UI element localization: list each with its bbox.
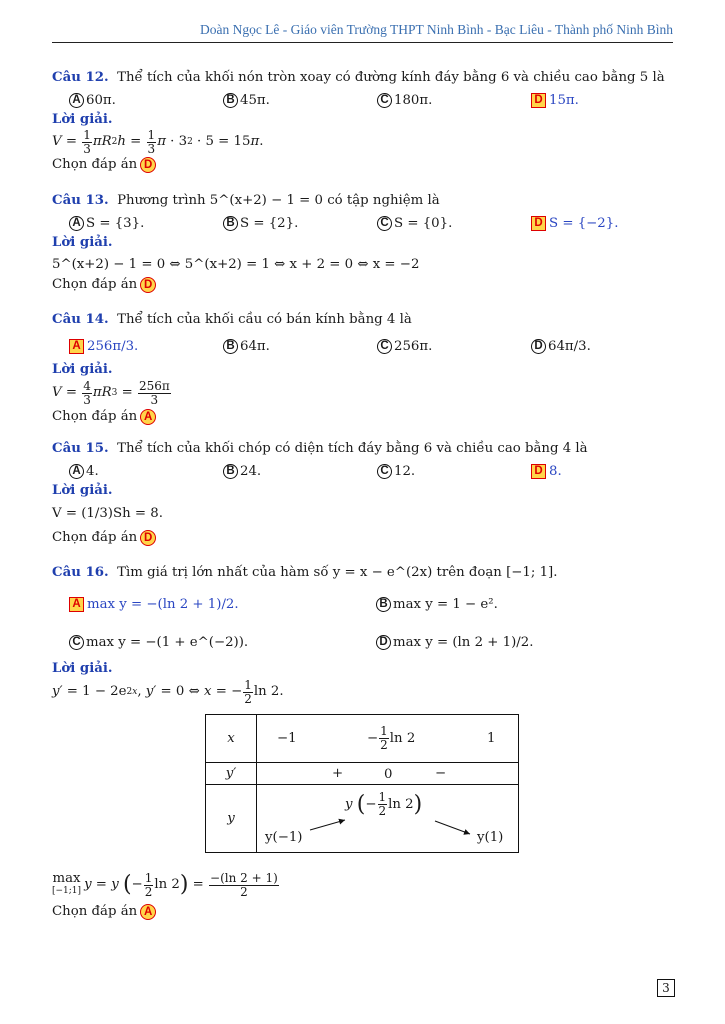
sign-zero: 0 [384, 767, 393, 782]
y-right: y(1) [477, 830, 504, 845]
option-text: 180π. [394, 92, 433, 108]
x-right: 1 [487, 731, 496, 746]
option-a[interactable] [69, 460, 99, 482]
answer-line [52, 407, 677, 427]
variation-arrows [257, 785, 518, 853]
y-row [257, 785, 519, 853]
option-b[interactable] [223, 460, 261, 482]
answer-badge: D [140, 277, 156, 293]
y-label: y [206, 785, 257, 853]
answer-badge: D [140, 157, 156, 173]
choose-label: Chọn đáp án [52, 277, 138, 292]
option-c[interactable] [377, 89, 432, 111]
choose-label: Chọn đáp án [52, 904, 138, 919]
option-letter-d: D [376, 635, 391, 650]
option-letter-d: D [531, 339, 546, 354]
option-d[interactable] [531, 331, 591, 361]
option-b[interactable] [376, 586, 498, 622]
option-letter-a: A [69, 464, 84, 479]
option-letter-c: C [377, 216, 392, 231]
option-d-correct[interactable] [531, 460, 562, 482]
yp-row [257, 763, 519, 785]
option-text: max y = −(1 + e^(−2)). [86, 634, 249, 650]
choose-label: Chọn đáp án [52, 409, 138, 424]
y-max-value: y ( − $\frac{1}{2}$ ln 2 ) [345, 790, 423, 818]
question-text: Thể tích của khối chóp có diện tích đáy bằng 6 và chiều cao bằng 4 là [117, 441, 588, 456]
answer-line [52, 275, 677, 295]
x-left: −1 [277, 731, 297, 746]
question-text: Thể tích của khối cầu có bán kính bằng 4 là [117, 312, 412, 327]
question-14 [52, 311, 677, 427]
question-text: Thể tích của khối nón tròn xoay có đường kính đáy bằng 6 và chiều cao bằng 5 là [117, 70, 665, 85]
question-16-conclusion [52, 868, 677, 922]
answer-badge: A [140, 904, 156, 920]
correct-box: D [531, 93, 546, 108]
yp-label: y′ [206, 763, 257, 785]
option-letter-c: C [377, 93, 392, 108]
option-text: S = {−2}. [549, 215, 619, 231]
max-result: max [−1;1] y = y ( − $\frac{1}{2}$ ln 2 ) = $\frac{-(\ln 2 + 1)}{2}$ [52, 870, 278, 899]
correct-box: A [69, 339, 84, 354]
option-text: 64π/3. [548, 338, 591, 354]
option-text: 256π/3. [87, 338, 139, 354]
arrow-down [435, 821, 470, 834]
option-text: 15π. [549, 92, 579, 108]
option-c[interactable] [377, 460, 415, 482]
option-b[interactable] [223, 89, 270, 111]
question-label: Câu 14. [52, 312, 109, 327]
option-letter-b: B [223, 464, 238, 479]
option-letter-b: B [223, 339, 238, 354]
option-d-correct[interactable] [531, 212, 618, 234]
question-12 [52, 69, 677, 175]
option-text: 45π. [240, 92, 270, 108]
arrow-up [310, 820, 345, 830]
option-letter-a: A [69, 216, 84, 231]
question-text: Phương trình 5^(x+2) − 1 = 0 có tập nghiệm là [117, 193, 440, 208]
answer-line [52, 528, 677, 548]
solution-heading: Lời giải. [52, 235, 113, 250]
option-text: S = {2}. [240, 215, 299, 231]
option-d-correct[interactable] [531, 89, 579, 111]
solution-formula: V = $\frac{1}{3}$ πR 2 h = $\frac{1}{3}$ π · 3 2 · 5 = 15 π . [52, 127, 264, 156]
solution-heading: Lời giải. [52, 362, 113, 377]
option-text: 4. [86, 463, 99, 479]
page-number: 3 [657, 979, 675, 997]
answer-line [52, 155, 677, 175]
question-16 [52, 564, 677, 706]
option-c[interactable] [377, 212, 452, 234]
option-text: 8. [549, 463, 562, 479]
option-b[interactable] [223, 331, 270, 361]
question-label: Câu 13. [52, 193, 109, 208]
option-text: max y = (ln 2 + 1)/2. [393, 634, 534, 650]
answer-badge: A [140, 409, 156, 425]
option-d[interactable] [376, 624, 533, 660]
option-text: max y = −(ln 2 + 1)/2. [87, 596, 239, 612]
question-label: Câu 15. [52, 441, 109, 456]
x-row [257, 715, 519, 763]
x-mid: − $\frac{1}{2}$ ln 2 [367, 724, 416, 752]
option-letter-c: C [69, 635, 84, 650]
option-letter-c: C [377, 339, 392, 354]
option-text: 60π. [86, 92, 116, 108]
option-text: 12. [394, 463, 416, 479]
solution-formula: 5^(x+2) − 1 = 0 ⇔ 5^(x+2) = 1 ⇔ x + 2 = 0 ⇔ x = −2 [52, 257, 420, 272]
question-label: Câu 12. [52, 70, 109, 85]
option-c[interactable] [69, 624, 248, 660]
correct-box: D [531, 464, 546, 479]
question-13 [52, 192, 677, 295]
option-c[interactable] [377, 331, 432, 361]
derivative-line: y′ = 1 − 2e 2x , y′ = 0 ⇔ x = − $\frac{1}{2}$ ln 2. [52, 677, 284, 706]
option-b[interactable] [223, 212, 298, 234]
option-letter-b: B [223, 93, 238, 108]
question-text: Tìm giá trị lớn nhất của hàm số y = x − e^(2x) trên đoạn [−1; 1]. [117, 565, 558, 580]
solution-formula: V = (1/3)Sh = 8. [52, 506, 163, 521]
question-15 [52, 440, 677, 548]
option-a[interactable] [69, 89, 116, 111]
option-text: 24. [240, 463, 262, 479]
variation-table [205, 714, 519, 853]
option-text: S = {0}. [394, 215, 453, 231]
sign-plus: + [332, 766, 344, 781]
option-text: 64π. [240, 338, 270, 354]
option-a-correct[interactable] [69, 331, 138, 361]
solution-formula: V = $\frac{4}{3}$ πR 3 = $\frac{256\pi}{3}$ [52, 378, 170, 407]
answer-badge: D [140, 530, 156, 546]
option-text: max y = 1 − e². [393, 596, 498, 612]
option-letter-b: B [376, 597, 391, 612]
option-a[interactable] [69, 212, 144, 234]
option-letter-c: C [377, 464, 392, 479]
correct-box: A [69, 597, 84, 612]
option-letter-b: B [223, 216, 238, 231]
solution-heading: Lời giải. [52, 661, 113, 676]
sign-minus: − [435, 766, 447, 781]
option-a-correct[interactable] [69, 586, 239, 622]
correct-box: D [531, 216, 546, 231]
question-label: Câu 16. [52, 565, 109, 580]
solution-heading: Lời giải. [52, 483, 113, 498]
option-letter-a: A [69, 93, 84, 108]
page-header: Doàn Ngọc Lê - Giáo viên Trường THPT Ninh Bình - Bạc Liêu - Thành phố Ninh Bình [52, 22, 673, 43]
answer-line [52, 902, 677, 922]
x-label: x [206, 715, 257, 763]
option-text: 256π. [394, 338, 433, 354]
option-text: S = {3}. [86, 215, 145, 231]
choose-label: Chọn đáp án [52, 530, 138, 545]
choose-label: Chọn đáp án [52, 157, 138, 172]
solution-heading: Lời giải. [52, 112, 113, 127]
y-left: y(−1) [265, 830, 303, 845]
